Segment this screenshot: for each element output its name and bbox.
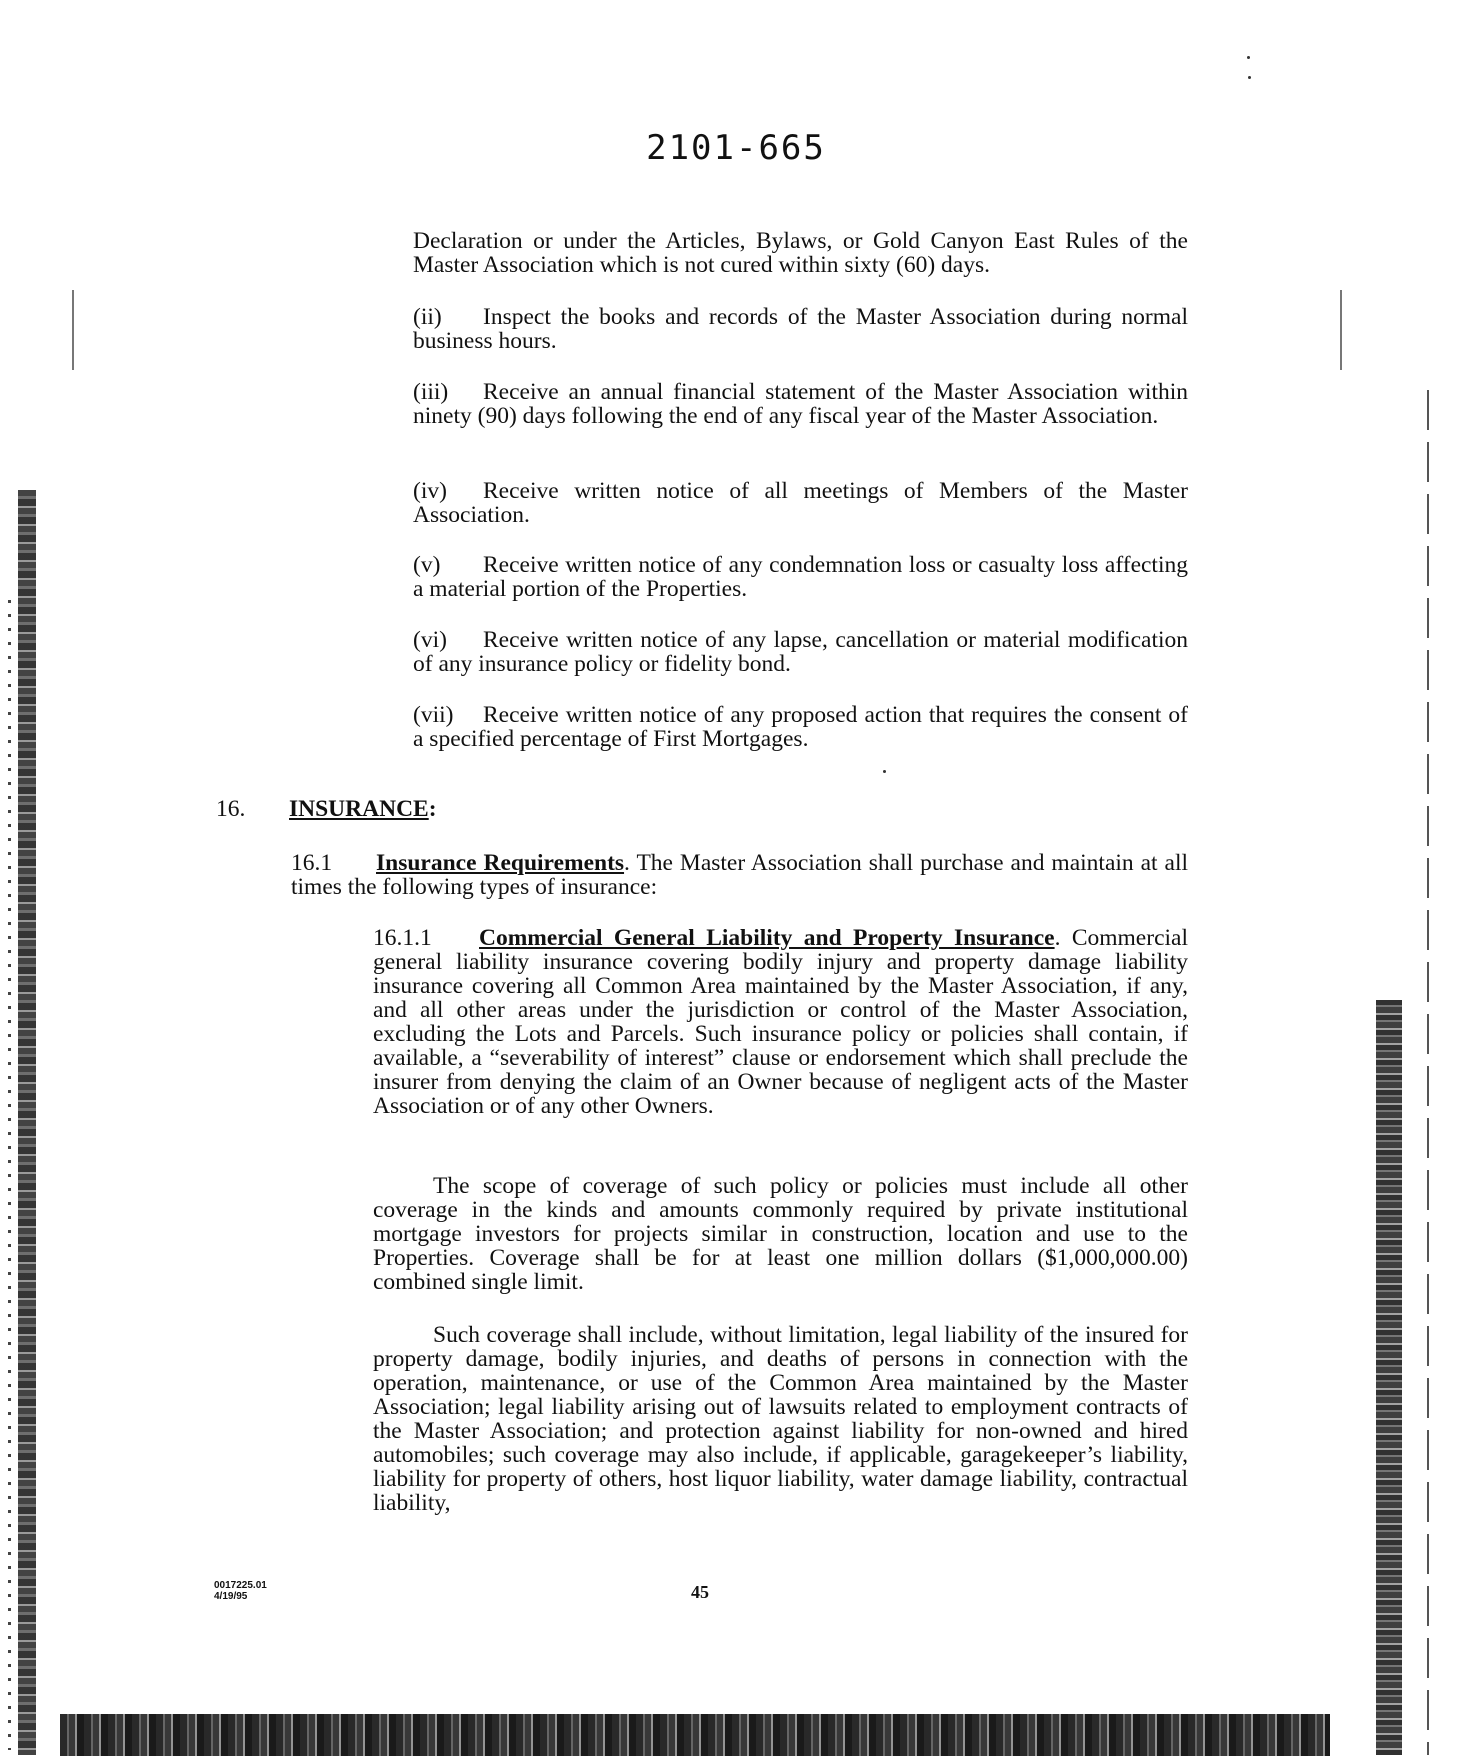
list-item-number: (iii) xyxy=(413,379,449,405)
list-item-number: (vii) xyxy=(413,702,454,728)
list-item-text: Receive written notice of all meetings of Members of the Master Association. xyxy=(413,478,1188,528)
scan-bottom-band xyxy=(60,1714,1330,1756)
subsection-number: 16.1.1 xyxy=(373,925,432,951)
list-item-text: Inspect the books and records of the Master Association during normal business hours. xyxy=(413,304,1188,354)
section-16-1 xyxy=(291,851,1188,899)
list-item-number: (v) xyxy=(413,552,441,578)
margin-mark-left xyxy=(72,290,74,370)
page-number: 45 xyxy=(691,1582,709,1602)
footer-date-line: 4/19/95 xyxy=(214,1591,248,1602)
section-title: INSURANCE xyxy=(289,796,429,822)
subsection-text: . Commercial general liability insurance covering bodily injury and property damage liability insurance covering all Common Area maintained by the Master Association, if any, and all other areas under the jurisdiction or control of the Master Association, excluding the Lots and Parcels. Such insurance policy or policies shall contain, if available, a “severability of interest” clause or endorsement which shall preclude the insurer from denying the claim of an Owner because of negligent acts of the Master Association or of any other Owners. xyxy=(373,925,1188,1119)
section-16-heading xyxy=(216,797,437,821)
list-item-text: Receive written notice of any condemnation loss or casualty loss affecting a material portion of the Properties. xyxy=(413,552,1188,602)
list-item-text: Receive written notice of any lapse, cancellation or material modification of any insurance policy or fidelity bond. xyxy=(413,627,1188,677)
scan-edge-right xyxy=(1376,1000,1402,1755)
scan-edge-left xyxy=(18,490,36,1755)
list-item-number: (vi) xyxy=(413,627,447,653)
subsection-title: Commercial General Liability and Property Insurance xyxy=(479,925,1055,951)
section-number: 16. xyxy=(216,796,246,822)
section-16-1-1 xyxy=(373,926,1188,1118)
list-item-number: (iv) xyxy=(413,478,447,504)
list-item-vi xyxy=(413,628,1188,676)
document-number: 2101-665 xyxy=(646,128,826,168)
list-item-text: Receive written notice of any proposed action that requires the consent of a specified percentage of First Mortgages. xyxy=(413,702,1188,752)
list-item-iii xyxy=(413,380,1188,428)
list-item-ii xyxy=(413,305,1188,353)
subsection-text: . The Master Association shall purchase and maintain at all times the following types of insurance: xyxy=(291,850,1189,900)
scope-paragraph xyxy=(373,1174,1188,1294)
scan-speck xyxy=(883,770,886,773)
list-item-text: Receive an annual financial statement of the Master Association within ninety (90) days following the end of any fiscal year of the Master Association. xyxy=(413,379,1188,429)
margin-mark-right xyxy=(1340,290,1342,370)
subsection-number: 16.1 xyxy=(291,850,333,876)
coverage-paragraph xyxy=(373,1323,1188,1515)
paragraph-text: Such coverage shall include, without limitation, legal liability of the insured for property damage, bodily injuries, and deaths of persons in connection with the operation, maintenance, or use of the Common Area maintained by the Master Association; legal liability arising out of lawsuits related to employment contracts of the Master Association; and protection against liability for non-owned and hired automobiles; such coverage may also include, if applicable, garagekeeper’s liability, liability for property of others, host liquor liability, water damage liability, contractual liability, xyxy=(373,1322,1188,1516)
list-item-v xyxy=(413,553,1188,601)
list-item-vii xyxy=(413,703,1188,751)
paragraph-text: Declaration or under the Articles, Bylaws, or Gold Canyon East Rules of the Master Association which is not cured within sixty (60) days. xyxy=(413,228,1188,278)
scan-edge-right-line xyxy=(1427,390,1429,1755)
scan-speck xyxy=(1247,56,1250,59)
scan-speck xyxy=(1248,76,1251,79)
scan-edge-left-thin xyxy=(8,600,11,1750)
list-item-number: (ii) xyxy=(413,304,442,330)
footer-code-line: 0017225.01 xyxy=(214,1580,267,1591)
paragraph-continuation xyxy=(413,229,1188,277)
paragraph-text: The scope of coverage of such policy or policies must include all other coverage in the kinds and amounts commonly required by private institutional mortgage investors for projects similar in construction, location and use to the Properties. Coverage shall be for at least one million dollars ($1,000,000.00) combined single limit. xyxy=(373,1173,1188,1295)
subsection-title: Insurance Requirements xyxy=(376,850,625,876)
list-item-iv xyxy=(413,479,1188,527)
section-title-colon: : xyxy=(428,796,437,822)
